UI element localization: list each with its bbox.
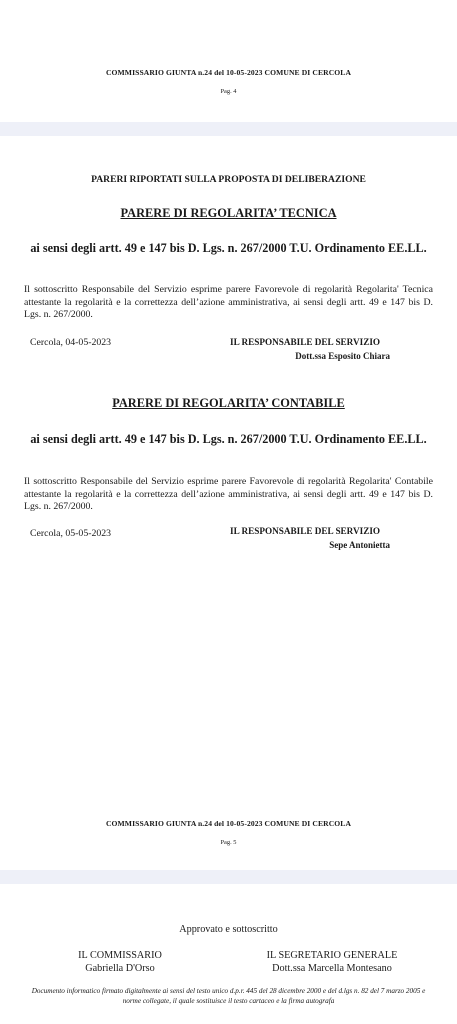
page-header: COMMISSARIO GIUNTA n.24 del 10-05-2023 COMUNE DI CERCOLA xyxy=(105,819,352,828)
accounting-place-date: Cercola, 05-05-2023 xyxy=(30,528,112,539)
secretary-signature xyxy=(232,949,432,975)
approved-label: Approvato e sottoscritto xyxy=(179,924,278,935)
technical-place-date: Cercola, 04-05-2023 xyxy=(30,337,112,348)
signature-page xyxy=(0,884,457,1024)
page-header: COMMISSARIO GIUNTA n.24 del 10-05-2023 COMUNE DI CERCOLA xyxy=(105,68,352,77)
opinions-title: PARERI RIPORTATI SULLA PROPOSTA DI DELIBERAZIONE xyxy=(91,174,366,185)
commissioner-signature xyxy=(40,949,200,975)
page-number: Pag. 5 xyxy=(220,839,237,846)
accounting-heading: PARERE DI REGOLARITA’ CONTABILE xyxy=(112,396,345,410)
technical-responsible-name: Dott.ssa Esposito Chiara xyxy=(295,351,390,361)
secretary-role: IL SEGRETARIO GENERALE xyxy=(266,950,398,961)
technical-law-reference: ai sensi degli artt. 49 e 147 bis D. Lgs. n. 267/2000 T.U. Ordinamento EE.LL. xyxy=(30,241,427,255)
accounting-law-reference: ai sensi degli artt. 49 e 147 bis D. Lgs. n. 267/2000 T.U. Ordinamento EE.LL. xyxy=(30,432,427,446)
page-number: Pag. 4 xyxy=(220,88,237,95)
digital-signature-footnote: Documento informatico firmato digitalmente ai sensi del testo unico d.p.r. 445 del 28 dicembre 2000 e del d.lgs n. 82 del 7 marzo 2005 e norme collegate, il quale sostituisce il testo cartaceo e la firma autografa xyxy=(31,987,426,1005)
secretary-name: Dott.ssa Marcella Montesano xyxy=(272,963,392,974)
commissioner-role: IL COMMISSARIO xyxy=(78,950,162,961)
accounting-responsible-title: IL RESPONSABILE DEL SERVIZIO xyxy=(230,526,381,536)
technical-heading: PARERE DI REGOLARITA’ TECNICA xyxy=(120,206,337,220)
technical-body: Il sottoscritto Responsabile del Servizio esprime parere Favorevole di regolarità Regolarita' Tecnica attestante la regolarità e la correttezza dell’azione amministrativa, ai sensi degli artt. 49 e 147 bis D. Lgs. n. 267/2000. xyxy=(24,284,433,321)
accounting-responsible-name: Sepe Antonietta xyxy=(329,540,390,550)
technical-responsible-title: IL RESPONSABILE DEL SERVIZIO xyxy=(230,337,381,347)
accounting-body: Il sottoscritto Responsabile del Servizio esprime parere Favorevole di regolarità Regolarita' Contabile attestante la regolarità e la correttezza dell’azione amministrativa, ai sensi degli artt. 49 e 147 bis D. Lgs. n. 267/2000. xyxy=(24,476,433,513)
opinions-page xyxy=(0,136,457,870)
page-4-section xyxy=(0,0,457,122)
commissioner-name: Gabriella D'Orso xyxy=(85,963,155,974)
